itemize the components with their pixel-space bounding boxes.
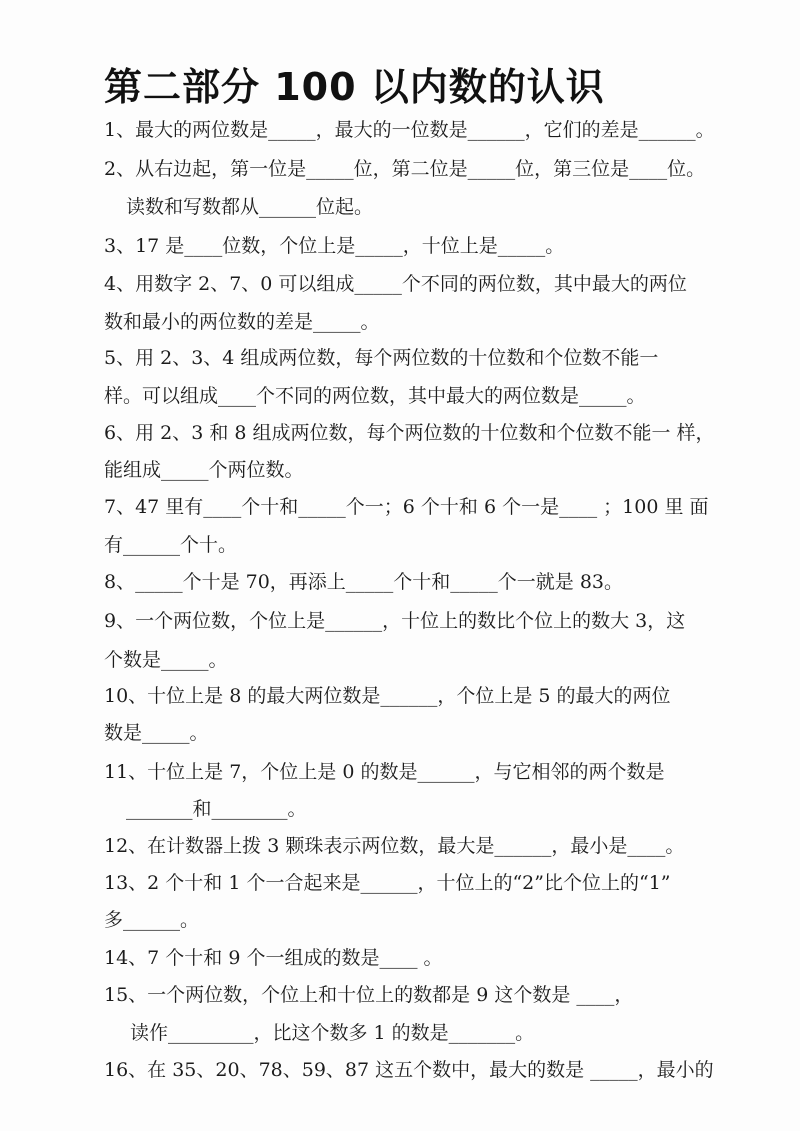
question-4-line-2: 数和最小的两位数的差是_____。 [104, 311, 380, 333]
question-6-line-2: 能组成_____个两位数。 [104, 459, 304, 481]
question-13-line-1: 13、2 个十和 1 个一合起来是______，十位上的“2”比个位上的“1” [104, 872, 671, 894]
question-11-line-1: 11、十位上是 7，个位上是 0 的数是______，与它相邻的两个数是 [104, 761, 665, 783]
question-2-line-2: 读数和写数都从______位起。 [126, 196, 374, 218]
question-4-line-1: 4、用数字 2、7、0 可以组成_____个不同的两位数，其中最大的两位 [104, 273, 687, 295]
question-12-line-1: 12、在计数器上拨 3 颗珠表示两位数，最大是______，最小是____。 [104, 835, 685, 857]
question-7-line-2: 有______个十。 [104, 534, 238, 556]
question-9-line-1: 9、一个两位数，个位上是______，十位上的数比个位上的数大 3，这 [104, 610, 686, 632]
page-title: 第二部分 100 以内数的认识 [104, 65, 605, 109]
question-15-line-2: 读作_________，比这个数多 1 的数是_______。 [130, 1022, 535, 1044]
question-9-line-2: 个数是_____。 [104, 649, 228, 671]
question-16-line-1: 16、在 35、20、78、59、87 这五个数中，最大的数是 _____，最小的 [104, 1059, 714, 1081]
question-5-line-2: 样。可以组成____个不同的两位数，其中最大的两位数是_____。 [104, 385, 646, 407]
question-5-line-1: 5、用 2、3、4 组成两位数，每个两位数的十位数和个位数不能一 [104, 347, 659, 369]
question-10-line-1: 10、十位上是 8 的最大两位数是______，个位上是 5 的最大的两位 [104, 685, 671, 707]
question-3-line-1: 3、17 是____位数，个位上是_____，十位上是_____。 [104, 235, 565, 257]
question-14-line-1: 14、7 个十和 9 个一组成的数是____ 。 [104, 947, 443, 969]
question-11-line-2: _______和________。 [126, 798, 307, 820]
question-2-line-1: 2、从右边起，第一位是_____位，第二位是_____位，第三位是____位。 [104, 158, 706, 180]
question-1-line-1: 1、最大的两位数是_____，最大的一位数是______，它们的差是______。 [104, 119, 715, 141]
question-8-line-1: 8、_____个十是 70，再添上_____个十和_____个一就是 83。 [104, 571, 624, 593]
question-10-line-2: 数是_____。 [104, 722, 209, 744]
question-13-line-2: 多______。 [104, 909, 200, 931]
question-7-line-1: 7、47 里有____个十和_____个一；6 个十和 6 个一是____ ；100 里 面 [104, 496, 709, 518]
question-6-line-1: 6、用 2、3 和 8 组成两位数，每个两位数的十位数和个位数不能一 样， [104, 422, 715, 444]
question-15-line-1: 15、一个两位数，个位上和十位上的数都是 9 这个数是 ____， [104, 984, 634, 1006]
